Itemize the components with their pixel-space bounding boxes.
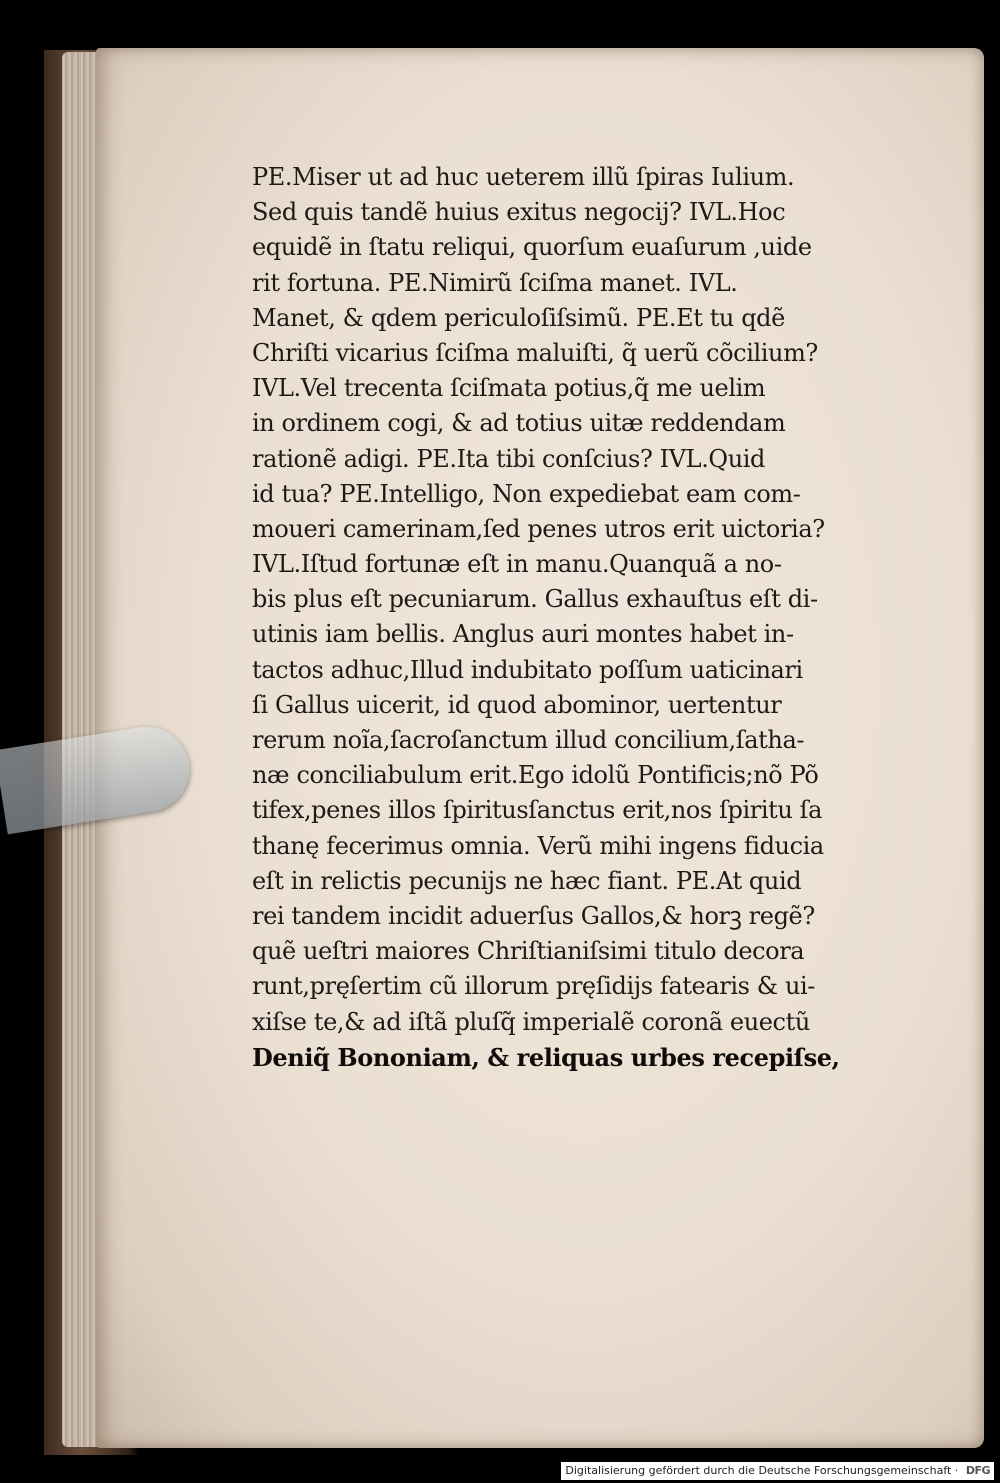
text-line: in ordinem cogi, & ad totius uitæ reddendam	[252, 409, 786, 438]
text-line: thanę fecerimus omnia. Verũ mihi ingens fiducia	[252, 831, 824, 860]
text-line: ſi Gallus uicerit, id quod abominor, uertentur	[252, 690, 782, 719]
digitization-credit	[561, 1462, 994, 1480]
text-line: rerum noĩa,ſacroſanctum illud concilium,ſatha-	[252, 726, 805, 754]
text-line: runt,pręſertim cũ illorum pręſidijs fatearis & ui-	[252, 972, 815, 1001]
text-line: rationẽ adigi. PE.Ita tibi conſcius? IVL.Quid	[252, 444, 766, 473]
text-line: eſt in relictis pecunijs ne hæc fiant. PE.At quid	[252, 866, 802, 895]
text-line: IVL.Vel trecenta ſciſmata potius,q̃ me uelim	[252, 374, 766, 403]
dfg-logo: DFG	[965, 1464, 990, 1477]
text-line: utinis iam bellis. Anglus auri montes habet in-	[252, 620, 794, 649]
text-line: quẽ ueſtri maiores Chriſtianiſsimi titulo decora	[252, 937, 805, 966]
text-line: moueri camerinam,ſed penes utros erit uictoria?	[252, 514, 825, 543]
text-line: Deniq̃ Bononiam, & reliquas urbes recepiſse,	[252, 1042, 840, 1072]
text-line: xiſse te,& ad iſtã pluſq̃ imperialẽ coronã euectũ	[252, 1007, 810, 1036]
credit-text: Digitalisierung gefördert durch die Deutsche Forschungsgemeinschaft ·	[565, 1464, 959, 1477]
text-line: equidẽ in ſtatu reliqui, quorſum euaſurum ,uide	[252, 233, 812, 262]
text-line: tifex,penes illos ſpiritusſanctus erit,nos ſpiritu ſa	[252, 796, 823, 825]
text-line: rit fortuna. PE.Nimirũ ſciſma manet. IVL.	[252, 268, 738, 297]
text-line: id tua? PE.Intelligo, Non expediebat eam com-	[252, 479, 801, 508]
text-line: PE.Miser ut ad huc ueterem illũ ſpiras Iulium.	[252, 163, 795, 191]
page-text	[252, 160, 932, 1075]
text-line: rei tandem incidit aduerſus Gallos,& horꝫ regẽ?	[252, 901, 815, 930]
text-line: IVL.Iſtud fortunæ eſt in manu.Quanquã a no-	[252, 550, 782, 579]
text-line: tactos adhuc,Illud indubitato poſſum uaticinari	[252, 655, 803, 684]
text-line: næ conciliabulum erit.Ego idolũ Pontificis;nõ Põ	[252, 761, 819, 790]
text-line: Sed quis tandẽ huius exitus negocij? IVL.Hoc	[252, 198, 786, 227]
text-line: Chriſti vicarius ſciſma maluiſti, q̃ uerũ cõcilium?	[252, 338, 818, 367]
text-line: bis plus eſt pecuniarum. Gallus exhauſtus eſt di-	[252, 585, 818, 614]
text-line: Manet, & qdem periculoſiſsimũ. PE.Et tu qdẽ	[252, 303, 785, 332]
